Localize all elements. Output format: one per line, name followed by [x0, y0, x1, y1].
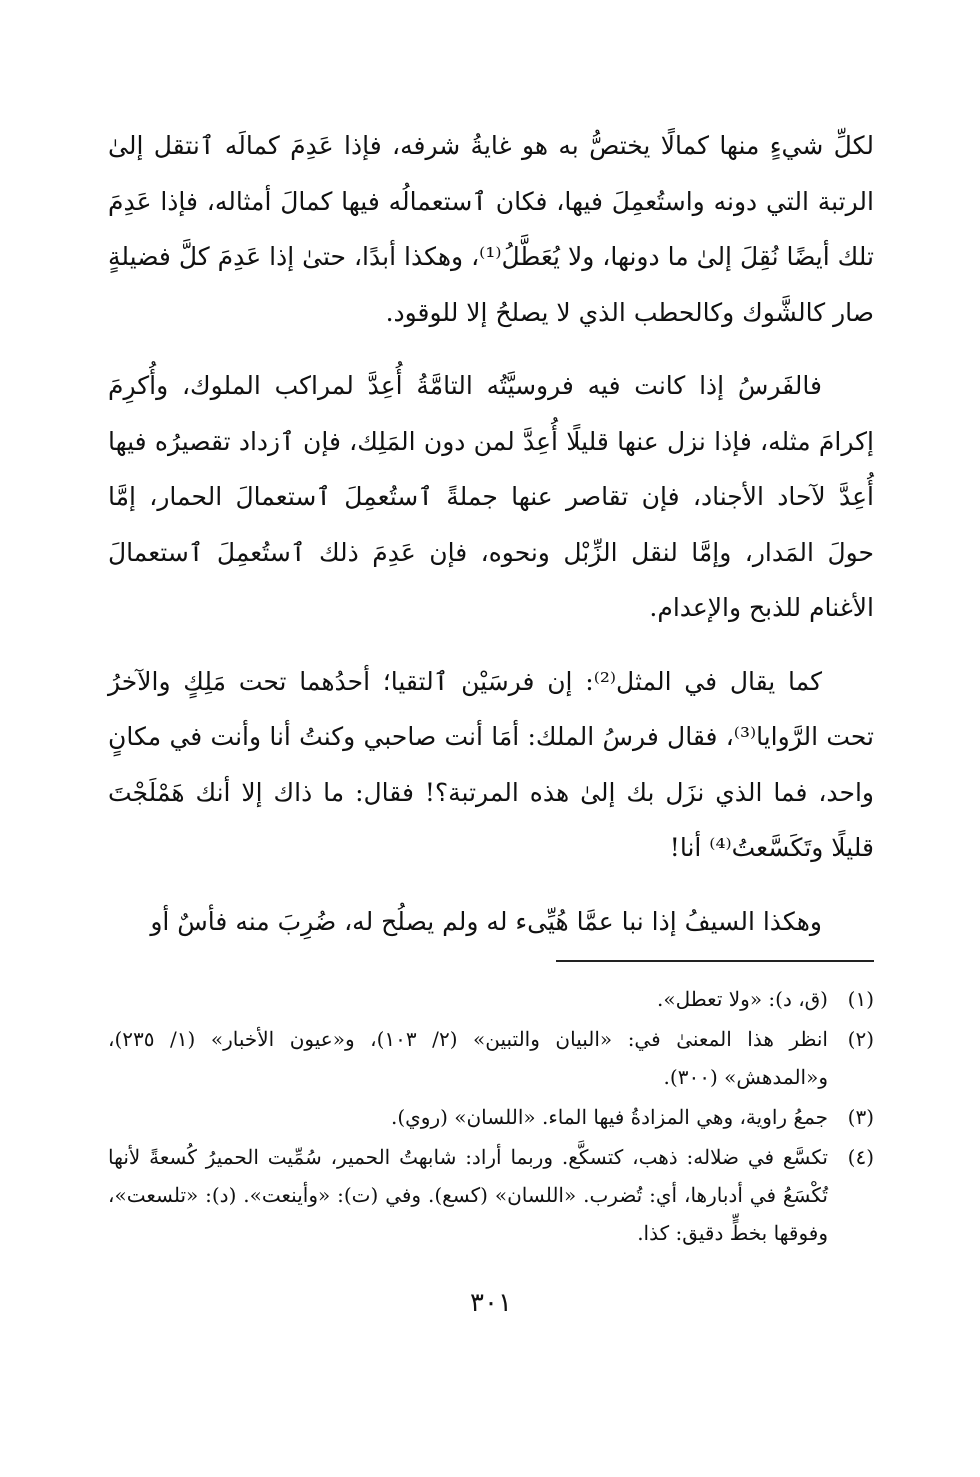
- paragraph-4: وهكذا السيفُ إذا نبا عمَّا هُيِّىء له ولم يصلُح له، ضُرِبَ منه فأسٌ أو: [150, 906, 822, 936]
- main-text: [108, 118, 874, 949]
- footnote-number: (٤): [847, 1145, 874, 1169]
- footnote-3: [108, 1098, 874, 1136]
- footnote-divider: [556, 960, 874, 962]
- page-number: ٣٠١: [470, 1288, 512, 1318]
- footnote-number: (٢): [847, 1027, 874, 1051]
- footnote-number: (٣): [847, 1105, 874, 1129]
- page-content: [108, 118, 874, 1318]
- paragraph-2: فالفَرسُ إذا كانت فيه فروسيَّتُه التامَّةُ أُعِدَّ لمراكب الملوك، وأُكرِمَ إكرامَ مثله، فإذا نزل عنها قليلًا أُعِدَّ لمن دون المَلِك، فإن ٱزداد تقصيرُه فيها أُعِدَّ لآحاد الأجناد، فإن تقاصر عنها جملةً ٱستُعمِلَ ٱستعمالَ الحمار، إمَّا حولَ المَدار، وإمَّا لنقل الزِّبْل ونحوه، فإن عَدِمَ ذلك ٱستُعمِلَ ٱستعمالَ الأغنام للذبح والإعدام.: [108, 371, 874, 622]
- footnote-1: [108, 980, 874, 1018]
- footnote-4: [108, 1138, 874, 1252]
- footnote-text: انظر هذا المعنىٰ في: «البيان والتبين» (٢/ ١٠٣)، و«عيون الأخبار» (١/ ٢٣٥)، و«المدهش» (٣٠٠).: [108, 1027, 828, 1089]
- footnote-text: تكسَّع في ضلاله: ذهب، كتسكَّع. وربما أراد: شابهتُ الحمير، سُمِّيت الحميرُ كُسعةً لأنها تُكْسَعُ في أدبارها، أي: تُضرب. «اللسان» (كسع). وفي (ت): «وأينعت». (د): «تلسعت»، وفوقها بخطٍّ دقيق: كذا.: [108, 1145, 828, 1245]
- footnote-text: (ق، د): «ولا تعطل».: [657, 987, 828, 1011]
- paragraph-3: كما يقال في المثل⁽²⁾: إن فرسَيْن ٱلتقيا؛ أحدُهما تحت مَلِكٍ والآخرُ تحت الرَّوايا⁽³⁾، فقال فرسُ الملك: أمَا أنت صاحبي وكنتُ أنا وأنت في مكانٍ واحد، فما الذي نزَل بك إلىٰ هذه المرتبة؟! فقال: ما ذاك إلا أنك هَمْلَجْتَ قليلًا وتَكَسَّعتُ⁽⁴⁾ أنا!: [108, 666, 874, 862]
- footnotes: [108, 980, 874, 1254]
- paragraph-1: لكلِّ شيءٍ منها كمالًا يختصُّ به هو غايةُ شرفه، فإذا عَدِمَ كمالَه ٱنتقل إلىٰ الرتبة التي دونه واستُعمِلَ فيها، فكان ٱستعمالُه فيها كمالَ أمثاله، فإذا عَدِمَ تلك أيضًا نُقِلَ إلىٰ ما دونها، ولا يُعَطَّلُ⁽¹⁾، وهكذا أبدًا، حتىٰ إذا عَدِمَ كلَّ فضيلةٍ صار كالشَّوك وكالحطب الذي لا يصلحُ إلا للوقود.: [108, 131, 874, 327]
- footnote-number: (١): [847, 987, 874, 1011]
- footnote-2: [108, 1020, 874, 1096]
- footnote-text: جمعُ راوية، وهي المزادةُ فيها الماء. «اللسان» (روي).: [390, 1105, 828, 1129]
